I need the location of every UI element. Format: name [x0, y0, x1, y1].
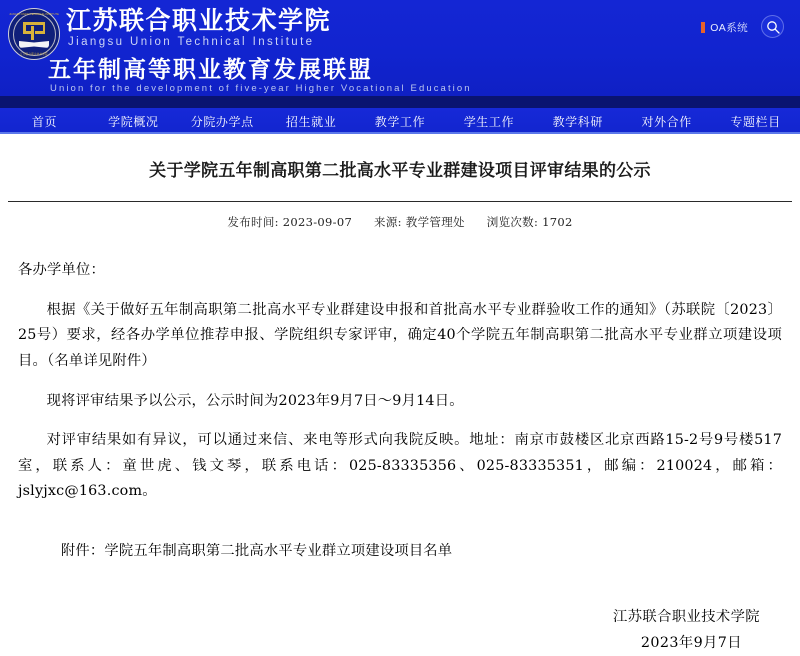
publish-time-label: 发布时间: [227, 215, 279, 229]
oa-system-label: OA系统 [710, 22, 748, 34]
nav-item-teaching[interactable]: 教学工作 [374, 114, 426, 129]
article-salutation: 各办学单位： [18, 262, 105, 278]
nav-item-research[interactable]: 教学科研 [552, 114, 603, 129]
emblem-monogram [21, 21, 47, 41]
view-count [487, 215, 573, 229]
title-divider [8, 201, 792, 202]
source-label: 来源: [374, 215, 402, 229]
article-paragraph-1: 根据《关于做好五年制高职第二批高水平专业群建设申报和首批高水平专业群验收工作的通知》（苏联院〔2023〕25号）要求，经各办学单位推荐申报、学院组织专家评审，确定40个学院五年制高职第二批高水平专业群立项建设项目。（名单详见附件） [18, 301, 782, 369]
publish-time-value: 2023-09-07 [282, 215, 353, 229]
nav-item-cooperation[interactable]: 对外合作 [641, 114, 692, 129]
alliance-name-en: Union for the development of five-year Higher Vocational Education [50, 83, 472, 94]
views-value: 1702 [542, 215, 573, 229]
oa-system-link[interactable] [701, 20, 748, 35]
institute-emblem-icon [8, 8, 60, 60]
nav-item-branches[interactable]: 分院办学点 [190, 114, 254, 129]
article-container [0, 134, 800, 656]
nav-item-overview[interactable]: 学院概况 [108, 114, 159, 129]
institute-name-cn: 江苏联合职业技术学院 [66, 6, 332, 35]
emblem-top-text: JIANGSU UNION TECHNICAL INSTITUTE [9, 13, 59, 16]
institute-name-en: Jiangsu Union Technical Institute [68, 36, 315, 48]
article-paragraph-3: 对评审结果如有异议，可以通过来信、来电等形式向我院反映。地址：南京市鼓楼区北京西路15-2号9号楼517室，联系人：童世虎、钱文琴，联系电话：025-83335356、025-83335351，邮编：210024，邮箱：jslyjxc@163.com。 [18, 432, 782, 500]
article-attachment: 附件：学院五年制高职第二批高水平专业群立项建设项目名单 [60, 542, 453, 559]
article-signature [0, 604, 760, 656]
nav-item-student-affairs[interactable]: 学生工作 [463, 114, 515, 129]
article-source [374, 215, 469, 229]
alliance-name-cn: 五年制高等职业教育发展联盟 [48, 56, 373, 83]
article-title: 关于学院五年制高职第二批高水平专业群建设项目评审结果的公示 [149, 161, 651, 181]
nav-item-special-columns[interactable]: 专题栏目 [730, 114, 781, 129]
nav-item-admissions[interactable]: 招生就业 [285, 114, 337, 129]
nav-item-home[interactable]: 首页 [31, 114, 58, 129]
main-navigation [0, 108, 800, 134]
article-body [18, 258, 782, 564]
search-icon [766, 20, 781, 35]
signature-organization: 江苏联合职业技术学院 [613, 609, 760, 626]
signature-date: 2023年9月7日 [640, 635, 742, 652]
views-label: 浏览次数: [486, 215, 539, 229]
search-button[interactable] [761, 15, 784, 38]
emblem-bottom-text: 江苏联合职业技术学院 [20, 53, 48, 56]
publish-time [227, 215, 356, 229]
oa-bullet-icon [701, 22, 705, 33]
site-header-banner [0, 0, 800, 96]
article-meta [0, 214, 800, 230]
header-divider-strip [0, 96, 800, 108]
source-value: 教学管理处 [405, 215, 465, 229]
article-paragraph-2: 现将评审结果予以公示，公示时间为2023年9月7日～9月14日。 [46, 392, 464, 409]
